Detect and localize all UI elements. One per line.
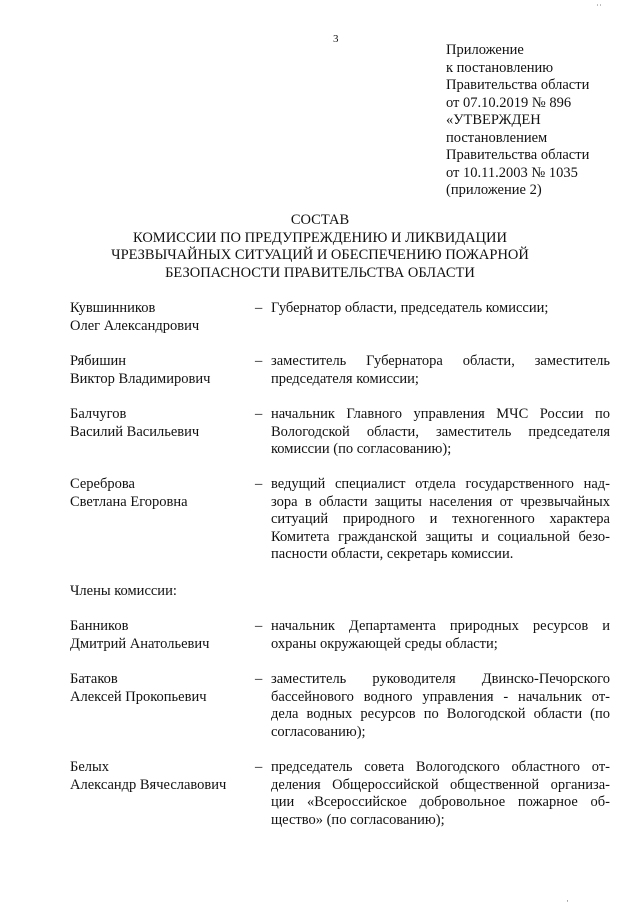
- role-line: зора в области защиты населения от чрезвычайных: [271, 493, 610, 510]
- member-surname: Балчугов: [70, 406, 127, 422]
- dash-separator: –: [255, 671, 263, 687]
- member-role: [271, 353, 610, 388]
- member-surname: Батаков: [70, 671, 118, 687]
- role-line: ситуаций природного и техногенного характера: [271, 511, 610, 527]
- member-role: [271, 618, 610, 653]
- dash-separator: –: [255, 406, 263, 422]
- title-line: БЕЗОПАСНОСТИ ПРАВИТЕЛЬСТВА ОБЛАСТИ: [165, 264, 475, 281]
- member-name: [70, 759, 250, 794]
- page-number: 3: [333, 33, 339, 45]
- member-name: [70, 671, 250, 706]
- dash-separator: –: [255, 476, 263, 492]
- member-role: [271, 671, 610, 741]
- member-given-name: Светлана Егоровна: [70, 493, 188, 510]
- dash-separator: –: [255, 300, 263, 316]
- member-surname: Белых: [70, 759, 109, 775]
- annex-line: постановлением: [446, 129, 548, 146]
- title-line: КОМИССИИ ПО ПРЕДУПРЕЖДЕНИЮ И ЛИКВИДАЦИИ: [133, 229, 507, 246]
- member-name: [70, 476, 250, 511]
- title-line: ЧРЕЗВЫЧАЙНЫХ СИТУАЦИЙ И ОБЕСПЕЧЕНИЮ ПОЖАРНОЙ: [111, 247, 529, 263]
- member-name: [70, 300, 250, 335]
- members-section-label: Члены комиссии:: [70, 583, 177, 599]
- dash-separator: –: [255, 353, 263, 369]
- scan-mark: ·: [566, 896, 569, 906]
- title-line: СОСТАВ: [290, 212, 350, 228]
- role-line: заместитель Губернатора области, заместитель: [271, 353, 610, 369]
- member-given-name: Василий Васильевич: [70, 423, 200, 440]
- role-line: ции «Всероссийское добровольное пожарное об-: [271, 794, 610, 810]
- member-given-name: Алексей Прокопьевич: [70, 688, 207, 705]
- role-line: комиссии (по согласованию);: [271, 441, 452, 457]
- annex-line: Правительства области: [446, 77, 590, 93]
- role-line: Вологодской области, заместитель председателя: [271, 423, 610, 440]
- member-given-name: Дмитрий Анатольевич: [70, 635, 210, 652]
- member-name: [70, 353, 250, 388]
- dash-separator: –: [255, 759, 263, 775]
- role-line: пасности области, секретарь комиссии.: [271, 546, 514, 562]
- role-line: заместитель руководителя Двинско-Печорского: [271, 671, 610, 687]
- annex-line: от 07.10.2019 № 896: [446, 94, 572, 111]
- role-line: начальник Главного управления МЧС России по: [271, 406, 610, 422]
- member-given-name: Александр Вячеславович: [70, 776, 227, 793]
- role-line: Губернатор области, председатель комиссии;: [271, 300, 549, 316]
- member-role: [271, 759, 610, 829]
- role-line: деления Общероссийской общественной организа-: [271, 776, 610, 793]
- member-surname: Банников: [70, 618, 129, 634]
- member-given-name: Виктор Владимирович: [70, 370, 211, 387]
- annex-line: «УТВЕРЖДЕН: [446, 112, 541, 128]
- document-title: [40, 212, 600, 282]
- annex-line: Приложение: [446, 42, 524, 58]
- role-line: председателя комиссии;: [271, 370, 419, 387]
- member-name: [70, 406, 250, 441]
- member-surname: Рябишин: [70, 353, 127, 369]
- dash-separator: –: [255, 618, 263, 634]
- role-line: дела водных ресурсов по Вологодской области (по: [271, 706, 610, 722]
- role-line: председатель совета Вологодского областного от-: [271, 759, 610, 775]
- annex-line: к постановлению: [446, 59, 554, 76]
- member-role: [271, 476, 610, 564]
- scan-mark: ˙˙: [596, 3, 602, 13]
- annex-approval-block: [446, 42, 636, 200]
- role-line: ведущий специалист отдела государственного над-: [271, 476, 610, 492]
- member-surname: Кувшинников: [70, 300, 156, 316]
- member-role: [271, 406, 610, 459]
- annex-line: (приложение 2): [446, 182, 542, 198]
- member-given-name: Олег Александрович: [70, 317, 200, 334]
- annex-line: от 10.11.2003 № 1035: [446, 164, 578, 181]
- member-name: [70, 618, 250, 653]
- role-line: бассейнового водного управления - начальник от-: [271, 688, 610, 705]
- member-role: [271, 300, 610, 318]
- role-line: охраны окружающей среды области;: [271, 635, 498, 652]
- annex-line: Правительства области: [446, 147, 590, 163]
- role-line: щество» (по согласованию);: [271, 811, 445, 828]
- role-line: начальник Департамента природных ресурсов и: [271, 618, 610, 634]
- role-line: согласованию);: [271, 723, 366, 740]
- member-surname: Сереброва: [70, 476, 135, 492]
- role-line: Комитета гражданской защиты и социальной безо-: [271, 528, 610, 545]
